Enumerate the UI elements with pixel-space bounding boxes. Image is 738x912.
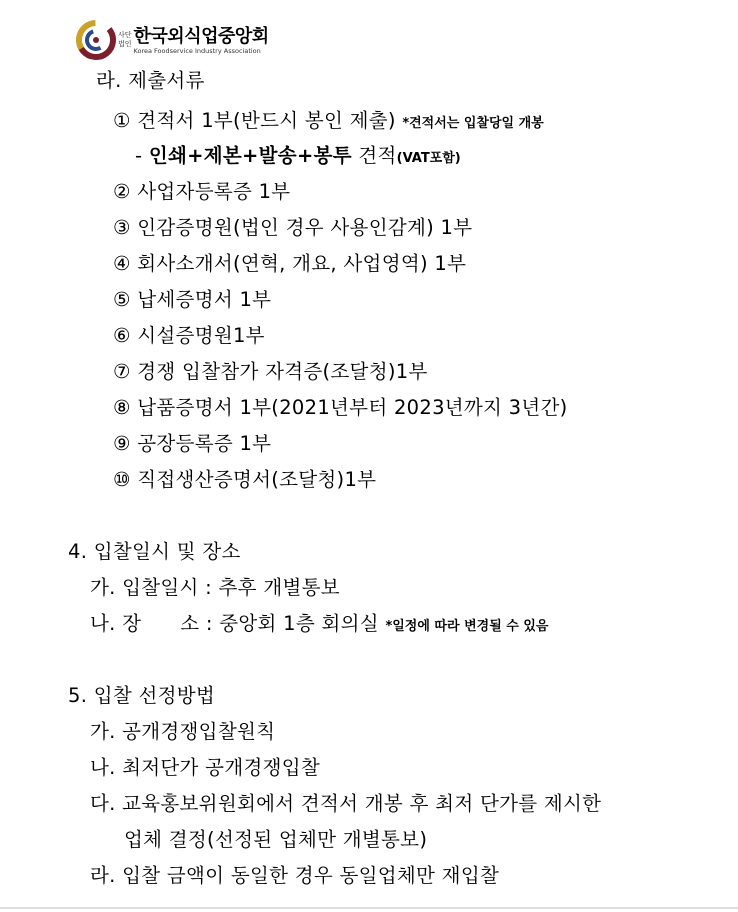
doc-item-5: ⑤ 납세증명서 1부	[113, 288, 272, 311]
doc-item-7: ⑦ 경쟁 입찰참가 자격증(조달청)1부	[113, 360, 428, 383]
selection-da-continued: 업체 결정(선정된 업체만 개별통보)	[124, 828, 428, 851]
section-ra-title: 라. 제출서류	[96, 69, 205, 92]
bid-datetime: 가. 입찰일시 : 추후 개별통보	[90, 576, 340, 599]
section-5-title: 5. 입찰 선정방법	[68, 684, 216, 707]
doc-item-4: ④ 회사소개서(연혁, 개요, 사업영역) 1부	[113, 252, 467, 275]
selection-ra: 라. 입찰 금액이 동일한 경우 동일업체만 재입찰	[90, 864, 500, 887]
doc-item-2: ② 사업자등록증 1부	[113, 180, 291, 203]
selection-na: 나. 최저단가 공개경쟁입찰	[90, 756, 321, 779]
doc-item-1: ① 견적서 1부(반드시 봉인 제출) *견적서는 입찰당일 개봉	[113, 109, 544, 132]
doc-item-10: ⑩ 직접생산증명서(조달청)1부	[113, 468, 377, 491]
doc-item-8: ⑧ 납품증명서 1부(2021년부터 2023년까지 3년간)	[113, 396, 568, 419]
bid-location: 나. 장 소 : 중앙회 1층 회의실 *일정에 따라 변경될 수 있음	[90, 612, 549, 635]
org-logo-icon	[76, 20, 116, 60]
org-prefix: 사단 법인	[118, 31, 132, 48]
page-bottom-divider	[0, 907, 738, 909]
doc-item-6: ⑥ 시설증명원1부	[113, 324, 265, 347]
doc-item-note: *견적서는 입찰당일 개봉	[402, 116, 544, 131]
doc-item-9: ⑨ 공장등록증 1부	[113, 432, 272, 455]
selection-da: 다. 교육홍보위원회에서 견적서 개봉 후 최저 단가를 제시한	[90, 792, 602, 815]
org-subtitle: Korea Foodservice Industry Association	[133, 46, 261, 55]
doc-item-quote-detail: - 인쇄+제본+발송+봉투 견적(VAT포함)	[135, 144, 461, 167]
selection-ga: 가. 공개경쟁입찰원칙	[90, 720, 276, 743]
doc-item-strong-text: 인쇄+제본+발송+봉투	[148, 144, 352, 167]
bid-location-note: *일정에 따라 변경될 수 있음	[385, 619, 549, 634]
org-name: 한국외식업중앙회	[133, 25, 269, 47]
doc-item-3: ③ 인감증명원(법인 경우 사용인감계) 1부	[113, 216, 473, 239]
section-4-title: 4. 입찰일시 및 장소	[68, 540, 241, 563]
org-header	[76, 20, 269, 60]
